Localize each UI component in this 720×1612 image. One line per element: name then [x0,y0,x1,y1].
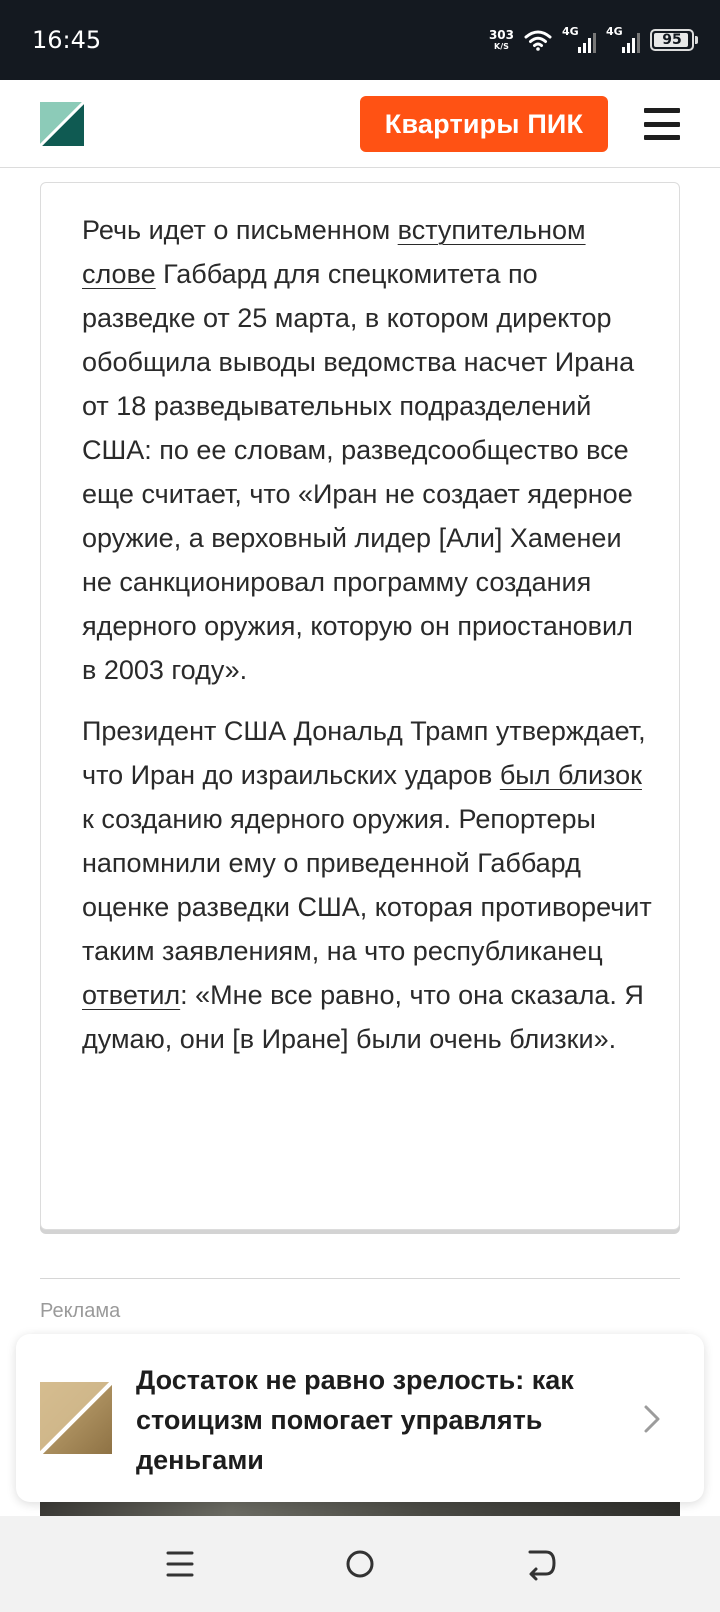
menu-nav-icon[interactable] [160,1544,200,1584]
article-text-run: Габбард для спецкомитета по разведке от 25 марта, в котором директор обобщила выводы ведомства насчет Ирана от 18 разведывательных подразделений США: по ее словам, разведсообщество все еще считает, что «Иран не создает ядерное оружие, а верховный лидер [Али] Хаменеи не санкционировал программу создания ядерного оружия, которую он приостановил в 2003 году». [82,259,635,685]
home-circle-icon[interactable] [340,1544,380,1584]
ad-card[interactable] [16,1334,704,1502]
site-header [0,80,720,168]
article-body [82,208,652,1078]
chevron-right-icon[interactable] [642,1404,662,1434]
article-text-run: к созданию ядерного оружия. Репортеры напомнили ему о приведенной Габбард оценке разведки США, которая противоречит таким заявлениям, на что республиканец [82,804,652,966]
back-icon[interactable] [520,1544,560,1584]
network-speed-unit: K/S [494,42,509,51]
network-speed-value: 303 [488,28,514,42]
signal-icon [606,27,640,53]
article-paragraph [82,208,652,692]
status-icons [489,24,694,56]
battery-icon [650,29,694,51]
ad-label: Реклама [40,1300,121,1322]
signal-icon [562,27,596,53]
article-text-run: : «Мне все равно, что она сказала. Я думаю, они [в Иране] были очень близки». [82,980,644,1054]
article-text-run: Речь идет о письменном [82,215,398,245]
status-bar [0,0,720,80]
article-link-was-close[interactable]: был близок [499,760,642,790]
site-logo-icon[interactable] [40,102,84,146]
network-speed [489,29,514,51]
hamburger-menu-icon[interactable] [644,108,680,140]
article-link-answered[interactable]: ответил [82,980,181,1010]
signal-label: 4G [562,25,579,38]
signal-label: 4G [606,25,623,38]
article-text-run: Президент США Дональд Трамп утверждает, что Иран до израильских ударов [82,716,646,790]
system-navigation-bar [0,1516,720,1612]
wifi-icon [524,29,552,51]
ad-divider [40,1278,680,1279]
status-time: 16:45 [32,26,102,54]
ad-title[interactable]: Достаток не равно зрелость: как стоицизм помогает управлять деньгами [136,1365,574,1475]
ad-logo-icon [40,1382,112,1454]
article-link-opening-statement[interactable]: вступительном слове [82,215,586,289]
battery-level: 95 [662,32,682,48]
promo-apartments-button[interactable]: Квартиры ПИК [360,96,608,152]
article-paragraph [82,709,652,1061]
